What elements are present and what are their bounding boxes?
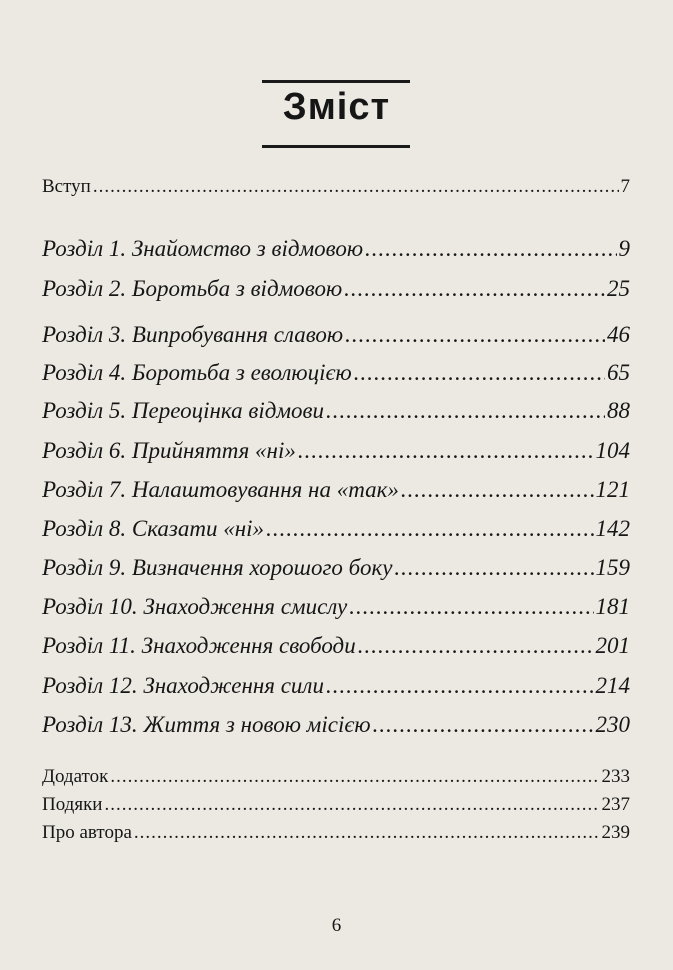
title-rule-top [262, 80, 410, 83]
toc-entry-chapter-2 [42, 276, 630, 302]
toc-entry-label: Додаток [42, 766, 109, 787]
page-title: Зміст [282, 86, 391, 128]
toc-entry-label: Розділ 7. Налаштовування на «так» [42, 477, 399, 502]
toc-entry-chapter-8 [42, 516, 630, 542]
toc-entry-page: 201 [595, 633, 630, 658]
title-rule-bottom [262, 145, 410, 148]
toc-entry-page: 121 [595, 477, 630, 502]
toc-entry-label: Розділ 3. Випробування славою [42, 322, 344, 347]
toc-leader-dots [373, 712, 594, 738]
toc-entry-page: 25 [607, 276, 630, 301]
toc-leader-dots [326, 398, 605, 424]
toc-entry-label: Розділ 4. Боротьба з еволюцією [42, 360, 352, 385]
toc-entry-page: 159 [595, 555, 630, 580]
page-number: 6 [331, 915, 342, 936]
toc-leader-dots [349, 594, 593, 620]
toc-entry-page: 7 [620, 176, 630, 197]
toc-entry-label: Вступ [42, 176, 91, 197]
toc-entry-chapter-10 [42, 594, 630, 620]
toc-entry-chapter-13 [42, 712, 630, 738]
toc-leader-dots [394, 555, 593, 581]
toc-entry-page: 65 [607, 360, 630, 385]
toc-leader-dots [110, 766, 599, 788]
toc-entry-label: Розділ 9. Визначення хорошого боку [42, 555, 393, 580]
toc-leader-dots [344, 276, 605, 302]
toc-entry-page: 230 [595, 712, 630, 737]
toc-entry-label: Про автора [42, 822, 132, 843]
toc-leader-dots [93, 176, 619, 198]
toc-entry-chapter-12 [42, 673, 630, 699]
toc-entry-chapter-1 [42, 236, 630, 262]
toc-entry-chapter-9 [42, 555, 630, 581]
toc-entry-label: Розділ 8. Сказати «ні» [42, 516, 265, 541]
toc-entry-acknowledgements [42, 794, 630, 816]
toc-leader-dots [104, 794, 599, 816]
toc-entry-label: Розділ 5. Переоцінка відмови [42, 398, 325, 423]
toc-entry-chapter-4 [42, 360, 630, 386]
toc-leader-dots [298, 438, 594, 464]
toc-entry-page: 214 [595, 673, 630, 698]
toc-leader-dots [358, 633, 594, 659]
toc-entry-label: Розділ 10. Знаходження смислу [42, 594, 348, 619]
toc-entry-page: 233 [601, 766, 630, 787]
toc-entry-chapter-3 [42, 322, 630, 348]
toc-leader-dots [365, 236, 616, 262]
toc-entry-page: 239 [601, 822, 630, 843]
toc-entry-page: 104 [595, 438, 630, 463]
toc-entry-appendix [42, 766, 630, 788]
toc-entry-chapter-11 [42, 633, 630, 659]
toc-entry-page: 88 [607, 398, 630, 423]
toc-entry-chapter-5 [42, 398, 630, 424]
toc-entry-page: 9 [618, 236, 630, 261]
toc-leader-dots [354, 360, 605, 386]
toc-entry-label: Подяки [42, 794, 103, 815]
toc-leader-dots [345, 322, 605, 348]
toc-entry-label: Розділ 6. Прийняття «ні» [42, 438, 296, 463]
toc-leader-dots [266, 516, 593, 542]
toc-entry-label: Розділ 11. Знаходження свободи [42, 633, 356, 658]
toc-entry-label: Розділ 12. Знаходження сили [42, 673, 324, 698]
toc-entry-page: 46 [607, 322, 630, 347]
toc-entry-page: 181 [595, 594, 630, 619]
toc-entry-intro [42, 176, 630, 198]
toc-entry-label: Розділ 2. Боротьба з відмовою [42, 276, 343, 301]
toc-leader-dots [134, 822, 600, 844]
toc-entry-chapter-6 [42, 438, 630, 464]
toc-leader-dots [326, 673, 594, 699]
toc-entry-page: 237 [601, 794, 630, 815]
toc-entry-label: Розділ 1. Знайомство з відмовою [42, 236, 364, 261]
toc-entry-label: Розділ 13. Життя з новою місією [42, 712, 371, 737]
toc-entry-about-author [42, 822, 630, 844]
toc-entry-page: 142 [595, 516, 630, 541]
toc-leader-dots [401, 477, 594, 503]
toc-entry-chapter-7 [42, 477, 630, 503]
